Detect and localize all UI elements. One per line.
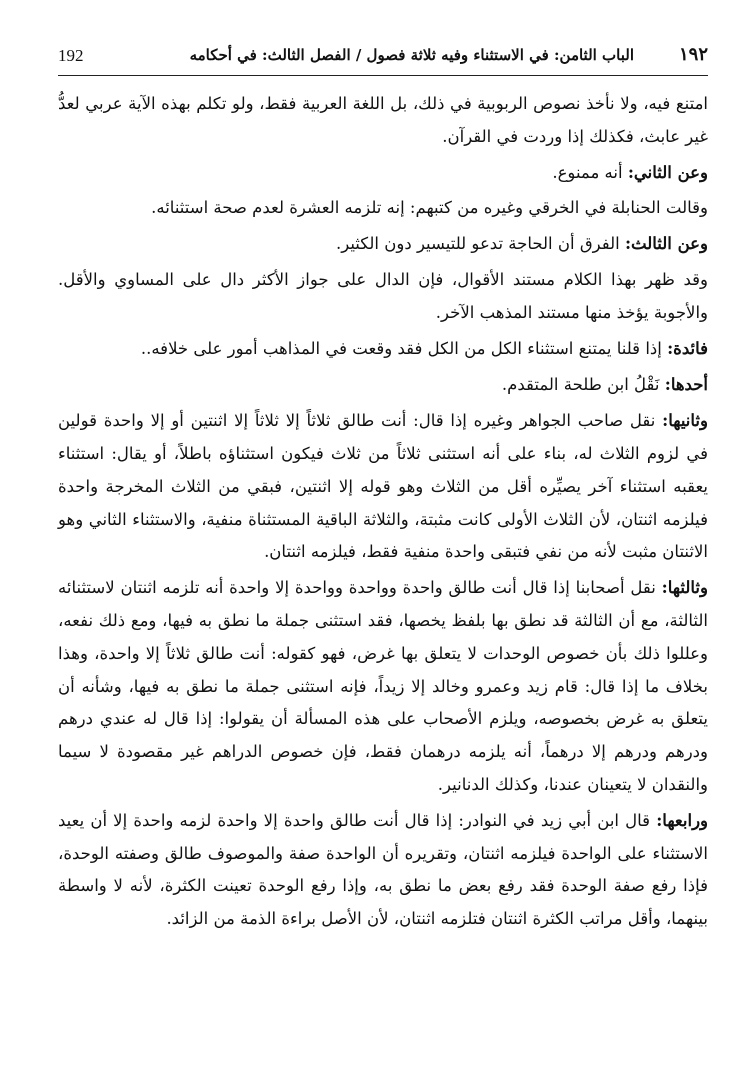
paragraph xyxy=(58,405,708,569)
paragraph-lead: وثانيها: xyxy=(662,411,708,431)
paragraph xyxy=(58,572,708,802)
paragraph-lead: أحدها: xyxy=(664,375,708,395)
paragraph-text: وقالت الحنابلة في الخرقي وغيره من كتبهم: إنه تلزمه العشرة لعدم صحة استثنائه. xyxy=(151,198,708,218)
paragraph-lead: وعن الثاني: xyxy=(627,162,708,182)
paragraph-text: نَقْلُ ابن طلحة المتقدم. xyxy=(501,375,665,395)
paragraph xyxy=(58,264,708,330)
paragraph xyxy=(58,805,708,936)
paragraph xyxy=(58,333,708,366)
page-number-arabic: ١٩٢ xyxy=(678,44,708,65)
paragraph-text: امتنع فيه، ولا نأخذ نصوص الربوبية في ذلك، بل اللغة العربية فقط، ولو تكلم بهذه الآية عربي لعدُّ غير عابث، فكذلك إذا وردت في القرآن. xyxy=(58,94,708,146)
page-body xyxy=(58,88,708,939)
running-title: الباب الثامن: في الاستثناء وفيه ثلاثة فصول / الفصل الثالث: في أحكامه xyxy=(189,46,634,64)
paragraph-text: نقل صاحب الجواهر وغيره إذا قال: أنت طالق ثلاثاً إلا ثلاثاً إلا اثنتين أو إلا واحدة قولين في لزوم الثلاث له، بناء على أنه استثنى ثلاثاً من ثلاث فيكون استثناؤه باطلاً، أو يقال: استثناء يعقبه استثناء آخر يصيِّره أقل من الثلاث وهو قوله إلا اثنتين، فبقي من الثلاث المخرجة واحدة فيلزمه اثنتان، لأن الثلاث الأولى كانت مثبتة، والثلاثة الباقية المستثناة منفية، والاستثناء الثاني وهو الاثنتان مثبت لأنه من نفي فتبقى واحدة منفية فقط، فيلزمه اثنتان. xyxy=(58,411,708,562)
paragraph-text: نقل أصحابنا إذا قال أنت طالق واحدة وواحدة وواحدة إلا واحدة أنه تلزمه اثنتان لاستثنائه الثالثة، مع أن الثالثة قد نطق بها بلفظ يخصها، فقد استثنى جملة ما نطق به فيها، ومع ذلك نفعه، وعللوا ذلك بأن خصوص الوحدات لا يتعلق بها غرض، فهو كقوله: أنت طالق ثلاثاً إلا واحدة، وهذا بخلاف ما إذا قال: قام زيد وعمرو وخالد إلا زيداً، فإنه استثنى جملة ما نطق به فيها، وشأنه أن يتعلق به غرض بخصوصه، ويلزم الأصحاب على هذه المسألة أن يقولوا: إذا قال له عندي درهم ودرهم ودرهم إلا درهماً، أنه يلزمه درهمان فقط، فإن خصوص الدراهم غير مقصودة لا سيما والنقدان لا يتعينان عندنا، وكذلك الدنانير. xyxy=(58,578,708,794)
paragraph-text: وقد ظهر بهذا الكلام مستند الأقوال، فإن الدال على جواز الأكثر دال على المساوي والأقل. والأجوبة يؤخذ منها مستند المذهب الآخر. xyxy=(58,269,708,322)
paragraph-lead: ورابعها: xyxy=(656,810,708,830)
paragraph xyxy=(58,228,708,261)
header-rule xyxy=(58,75,708,76)
paragraph-text: الفرق أن الحاجة تدعو للتيسير دون الكثير. xyxy=(335,234,625,254)
paragraph-lead: فائدة: xyxy=(667,338,708,358)
paragraph-text: أنه ممنوع. xyxy=(552,162,628,182)
paragraph xyxy=(58,369,708,402)
paragraph xyxy=(58,88,708,154)
paragraph xyxy=(58,157,708,190)
page-header xyxy=(58,40,708,76)
paragraph-text: إذا قلنا يمتنع استثناء الكل من الكل فقد وقعت في المذاهب أمور على خلافه.. xyxy=(140,338,668,358)
paragraph-text: قال ابن أبي زيد في النوادر: إذا قال أنت طالق واحدة إلا واحدة لزمه واحدة إلا أن يعيد الاستثناء على الواحدة فيلزمه اثنتان، وتقريره أن الواحدة صفة والموصوف طالق وصفته الوحدة، فإذا رفع صفة الوحدة فقد رفع بعض ما نطق به، وإذا رفع الوحدة تعينت الكثرة، لأنه لا واسطة بينهما، وأقل مراتب الكثرة اثنتان فتلزمه اثنتان، لأن الأصل براءة الذمة من الزائد. xyxy=(58,810,708,929)
paragraph-lead: وعن الثالث: xyxy=(624,234,708,254)
paragraph-lead: وثالثها: xyxy=(661,578,708,598)
paragraph xyxy=(58,192,708,225)
page-number-latin: 192 xyxy=(58,46,84,65)
